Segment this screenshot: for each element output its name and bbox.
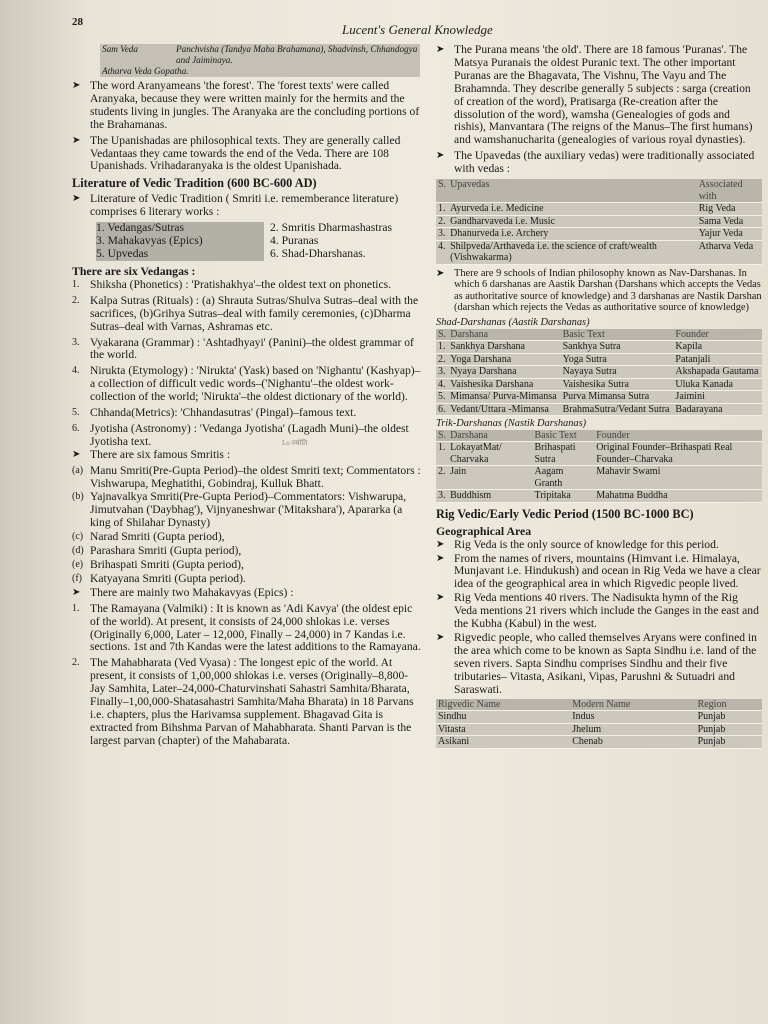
- table-cell: BrahmaSutra/Vedant Sutra: [561, 403, 674, 416]
- table-row: [436, 403, 762, 416]
- column-header: Founder: [673, 329, 762, 341]
- list-item: 2. Smritis Dharmashastras: [270, 221, 393, 235]
- table-cell: Badarayana: [673, 403, 762, 416]
- item-letter: (f): [72, 572, 82, 584]
- list-item: [436, 150, 762, 176]
- trik-darshana-table: [436, 430, 762, 503]
- geo-point: Rig Veda mentions 40 rivers. The Nadisukta hymn of the Rig Veda mentions 21 rivers which include the Ganges in the east and the Kubha (Kabul) in the west.: [454, 591, 759, 631]
- column-header: Rigvedic Name: [436, 699, 570, 711]
- column-header: Basic Text: [532, 430, 594, 442]
- arrow-bullet-icon: ➤: [436, 538, 445, 550]
- item-text: Manu Smriti(Pre-Gupta Period)–the oldest Smriti text; Commentators : Vishwarupa, Meghatithi, Gobindraj, Kulluk Bhatt.: [90, 463, 421, 490]
- table-cell: Shilpveda/Arthaveda i.e. the science of craft/wealth (Vishwakarma): [448, 240, 697, 264]
- column-header: S.: [438, 429, 447, 441]
- table-cell: Asikani: [436, 736, 570, 749]
- table-cell: Vaishesika Sutra: [561, 378, 674, 391]
- veda-name: Atharva Veda Gopatha.: [102, 66, 189, 76]
- item-letter: (c): [72, 531, 84, 543]
- table-cell: Sankhya Sutra: [561, 341, 674, 354]
- table-caption: Trik-Darshanas (Nastik Darshanas): [436, 418, 587, 430]
- table-row: [436, 442, 762, 466]
- list-item: [72, 193, 422, 219]
- table-cell: Jain: [448, 466, 532, 490]
- list-item: [72, 587, 422, 600]
- table-row: [436, 378, 762, 391]
- table-cell: 4.: [436, 378, 448, 391]
- table-header-row: [436, 699, 762, 711]
- item-number: 6.: [72, 422, 80, 434]
- shad-darshana-table: [436, 329, 762, 417]
- table-cell: 4.: [436, 240, 448, 264]
- literature-paragraph: Literature of Vedic Tradition ( Smriti i.e. rememberance literature) comprises 6 literary works :: [90, 192, 399, 219]
- brahmana-table: [100, 44, 420, 77]
- item-text: Chhanda(Metrics): 'Chhandasutras' (Pingal)–famous text.: [90, 406, 357, 420]
- table-cell: Kapila: [673, 341, 762, 354]
- table-cell: Atharva Veda: [697, 240, 762, 264]
- table-cell: Vitasta: [436, 723, 570, 736]
- table-cell: Sama Veda: [697, 215, 762, 228]
- table-cell: Punjab: [696, 736, 762, 749]
- arrow-bullet-icon: ➤: [72, 80, 81, 91]
- brahmana-names: Panchvisha (Tandya Maha Brahamana), Shadvinsh, Chhandogya and Jaiminaya.: [176, 44, 418, 65]
- table-cell: Chenab: [570, 736, 695, 749]
- section-heading: Rig Vedic/Early Vedic Period (1500 BC-1000 BC): [436, 506, 694, 521]
- list-item: [72, 545, 422, 558]
- geo-point: From the names of rivers, mountains (Himvant i.e. Himalaya, Munjavant i.e. Hindukush) and ocean in Rig Veda we have a clear idea of the geographical area in which Rigvedic people lived.: [454, 551, 761, 591]
- table-cell: Gandharvaveda i.e. Music: [448, 215, 697, 228]
- table-row: [436, 366, 762, 379]
- aranyaka-paragraph: The word Aranyameans 'the forest'. The 'forest texts' were called Aranyaka, because they were written mainly for the hermits and the students living in jungles. The Aranyaka are the concluding portions of the Brahamanas.: [90, 79, 420, 131]
- table-cell: Yoga Darshana: [448, 353, 560, 366]
- arrow-bullet-icon: ➤: [72, 193, 81, 205]
- list-item: 1. Vedangas/Sutras: [96, 222, 264, 235]
- smriti-heading: There are six famous Smritis :: [90, 447, 231, 461]
- list-item: [72, 491, 422, 530]
- arrow-bullet-icon: ➤: [436, 592, 445, 604]
- arrow-bullet-icon: ➤: [436, 631, 445, 643]
- list-item: [72, 407, 422, 420]
- table-cell: 2.: [436, 215, 448, 228]
- table-cell: Akshapada Gautama: [673, 366, 762, 379]
- list-item: [72, 337, 422, 363]
- table-row: [436, 466, 762, 490]
- table-cell: Aagam Granth: [532, 466, 594, 490]
- item-letter: (e): [72, 559, 84, 570]
- item-text: Parashara Smriti (Gupta period),: [90, 544, 242, 558]
- right-column: [436, 44, 762, 749]
- item-text: Vyakarana (Grammar) : 'Ashtadhyayi' (Panini)–the oldest grammar of the world.: [90, 335, 414, 362]
- table-cell: 2.: [436, 353, 448, 366]
- list-item: [72, 80, 422, 132]
- vedanga-list: [72, 279, 422, 449]
- subsection-heading: Geographical Area: [436, 523, 532, 538]
- item-text: Narad Smriti (Gupta period),: [90, 530, 225, 544]
- section-heading: Literature of Vedic Tradition (600 BC-600 AD): [72, 176, 317, 191]
- table-row: [100, 44, 420, 66]
- table-cell: Brihaspati Sutra: [532, 442, 594, 466]
- table-cell: 1.: [436, 341, 448, 354]
- arrow-bullet-icon: ➤: [72, 134, 81, 146]
- item-number: 1.: [72, 602, 80, 614]
- column-header: Basic Text: [561, 329, 674, 341]
- item-text: Nirukta (Etymology) : 'Nirukta' (Yask) based on 'Nighantu' (Kashyap)–a collection of difficult vedic words–('Nighantu'–the oldest work-collection of the world; 'Nirukta'–the oldest dictionary of the world).: [90, 364, 421, 404]
- item-letter: (b): [72, 491, 84, 503]
- geo-point: Rig Veda is the only source of knowledge for this period.: [454, 537, 719, 551]
- item-number: 3.: [72, 336, 80, 348]
- purana-paragraph: The Purana means 'the old'. There are 18 famous 'Puranas'. The Matsya Puranais the oldest Puranic text. The other important Puranas are the Bhagavata, The Vishnu, The Vayu and The Brahamnda. They describe generally 5 subjects : sarga (creation of creation of the word), Pratisarga (Re-creation after the dissolution of the word), wamsha (Genealogies of gods and rishis), Manvantara (The reigns of the Manus–The first humans) and wamshanucharita (genealogies of various royal dynasties).: [454, 43, 753, 147]
- geo-point: Rigvedic people, who called themselves Aryans were confined in the area which come to be known as Sapta Sindhu i.e. land of the seven rivers. Sapta Sindhu comprises Sindhu and their five tributaries– Vitasta, Asikani, Vipas, Parushni & Sutuadri and Saraswati.: [454, 630, 757, 696]
- list-item: [436, 268, 762, 314]
- list-item: [436, 553, 762, 592]
- river-table: [436, 699, 762, 749]
- arrow-bullet-icon: ➤: [436, 44, 445, 55]
- table-row: [436, 203, 762, 216]
- list-item: 6. Shad-Dharshanas.: [270, 246, 366, 260]
- table-row: [100, 66, 420, 77]
- list-item: 4. Puranas: [270, 234, 319, 248]
- table-cell: Indus: [570, 711, 695, 724]
- table-row: [436, 215, 762, 228]
- table-cell: Punjab: [696, 711, 762, 724]
- list-item: [72, 603, 422, 655]
- page-number: 28: [72, 16, 83, 28]
- left-column: [72, 44, 422, 751]
- table-cell: 2.: [436, 466, 448, 490]
- list-item: [436, 44, 762, 147]
- upanishad-paragraph: The Upanishadas are philosophical texts. They are generally called Vedantaas they came towards the end of the Veda. There are 108 Upanishads. Vrihadaranyaka is the oldest Upanishada.: [90, 133, 401, 173]
- table-row: [436, 353, 762, 366]
- table-cell: Vaishesika Darshana: [448, 378, 560, 391]
- table-cell: Sankhya Darshana: [448, 341, 560, 354]
- list-item: 5. Upvedas: [96, 248, 264, 261]
- list-item: [72, 135, 422, 174]
- list-item: [72, 559, 422, 572]
- table-cell: Ayurveda i.e. Medicine: [448, 203, 697, 216]
- column-header: Darshana: [448, 329, 560, 341]
- column-header: Founder: [594, 430, 762, 442]
- table-row: [436, 391, 762, 404]
- literary-works-list: [96, 222, 422, 261]
- item-text: The Mahabharata (Ved Vyasa) : The longest epic of the world. At present, it consists of 1,00,000 shlokas i.e. verses (Originally–8,800-Jay Samhita, Later–24,000-Chaturvinshati Sahastri Samhita/Bharata, Finally–1,00,000-Shatasahastri Samhita/Maha Bharata) in 18 Parvans i.e. chapters, plus the Harivamsa supplement. Bhagavad Gita is extracted from Bihshma Parvan of Mahabharata. Shanti Parvan is the largest parvan (chapter) of the Mahabarata.: [90, 656, 414, 747]
- arrow-bullet-icon: ➤: [72, 586, 81, 598]
- column-header: Associated with: [697, 179, 762, 203]
- table-cell: 1.: [436, 442, 448, 466]
- table-row: [436, 228, 762, 241]
- table-caption: Shad-Darshanas (Aastik Darshanas): [436, 316, 590, 328]
- table-cell: LokayatMat/ Charvaka: [448, 442, 532, 466]
- table-cell: Vedant/Uttara -Mimansa: [448, 403, 560, 416]
- table-cell: Mimansa/ Purva-Mimansa: [448, 391, 560, 404]
- column-header: S.: [436, 179, 448, 203]
- column-header: Region: [696, 699, 762, 711]
- table-cell: Patanjali: [673, 353, 762, 366]
- table-cell: Uluka Kanada: [673, 378, 762, 391]
- item-number: 4.: [72, 365, 80, 377]
- column-header: Modern Name: [570, 699, 695, 711]
- table-cell: Original Founder–Brihaspati Real Founder–Charvaka: [594, 442, 762, 466]
- item-number: 5.: [72, 407, 80, 419]
- table-cell: Nayaya Sutra: [561, 366, 674, 379]
- list-item: [72, 423, 422, 449]
- table-cell: 3.: [436, 366, 448, 379]
- item-letter: (a): [72, 464, 84, 476]
- list-item: 3. Mahakavyas (Epics): [96, 235, 264, 248]
- item-text: The Ramayana (Valmiki) : It is known as 'Adi Kavya' (the oldest epic of the world). At present, it consists of 24,000 shlokas i.e. verses (Originally 6,000, Later – 12,000, Finally – 24,000) in 7 Kandas i.e. sections. 1st and 7th Kandas were the latest additions to the Ramayana.: [90, 601, 421, 654]
- table-header-row: [436, 329, 762, 341]
- arrow-bullet-icon: ➤: [436, 267, 445, 279]
- upaveda-paragraph: The Upavedas (the auxiliary vedas) were traditionally associated with vedas :: [454, 149, 755, 176]
- table-cell: Rig Veda: [697, 203, 762, 216]
- item-text: Jyotisha (Astronomy) : 'Vedanga Jyotisha' (Lagadh Muni)–the oldest Jyotisha text.: [90, 421, 409, 448]
- item-letter: (d): [72, 545, 84, 557]
- list-item: [436, 632, 762, 697]
- list-item: [72, 449, 422, 462]
- table-cell: Nyaya Darshana: [448, 366, 560, 379]
- schools-paragraph: There are 9 schools of Indian philosophy known as Nav-Darshanas. In which 6 darshanas are Aastik Darshan (Darshans which accepts the Vedas as authoritative source of knowledge) and 3 darshanas are Nastik Darshan (darshan which rejects the Vedas as authoritative source of knowledge): [454, 267, 762, 314]
- list-item: [72, 465, 422, 491]
- arrow-bullet-icon: ➤: [436, 150, 445, 162]
- table-cell: Dhanurveda i.e. Archery: [448, 228, 697, 241]
- handwritten-note: Lo ज्योति: [282, 438, 308, 447]
- epic-list: [72, 603, 422, 748]
- list-item: [72, 531, 422, 544]
- table-header-row: [436, 430, 762, 442]
- table-row: [436, 736, 762, 749]
- arrow-bullet-icon: ➤: [72, 448, 81, 460]
- item-text: Katyayana Smriti (Gupta period).: [90, 571, 246, 585]
- item-number: 1.: [72, 278, 80, 290]
- table-cell: Buddhism: [448, 490, 532, 503]
- table-cell: 3.: [436, 490, 448, 503]
- table-row: [436, 240, 762, 264]
- table-cell: 6.: [436, 403, 448, 416]
- item-text: Shiksha (Phonetics) : 'Pratishakhya'–the oldest text on phonetics.: [90, 277, 392, 291]
- table-cell: Punjab: [696, 723, 762, 736]
- item-text: Yajnavalkya Smriti(Pre-Gupta Period)–Commentators: Vishwarupa, Jimutvahan ('Daybhag'), Vijnyaneshwar ('Mitakshara'), Apararka (a king of Shilahar Dynasty): [90, 490, 407, 530]
- table-row: [436, 341, 762, 354]
- column-header: S.: [436, 329, 448, 341]
- list-item: [436, 539, 762, 552]
- table-cell: Jaimini: [673, 391, 762, 404]
- table-cell: Yoga Sutra: [561, 353, 674, 366]
- table-cell: Mahavir Swami: [594, 466, 762, 490]
- list-item: [72, 295, 422, 334]
- table-cell: Yajur Veda: [697, 228, 762, 241]
- smriti-list: [72, 465, 422, 586]
- item-text: Kalpa Sutras (Rituals) : (a) Shrauta Sutras/Shulva Sutras–deal with the sacrifices, (b)Grihya Sutras–deal with family ceremonies, (c)Dharma Sutras–deal with Varnas, Ashramas etc.: [90, 293, 419, 333]
- table-header-row: [436, 179, 762, 203]
- column-header: Darshana: [448, 430, 532, 442]
- table-cell: 1.: [436, 203, 448, 216]
- table-cell: Jhelum: [570, 723, 695, 736]
- table-cell: 3.: [436, 228, 448, 241]
- item-number: 2.: [72, 294, 80, 306]
- list-item: [436, 592, 762, 631]
- arrow-bullet-icon: ➤: [436, 552, 445, 564]
- table-cell: Purva Mimansa Sutra: [561, 391, 674, 404]
- subsection-heading: There are six Vedangas :: [72, 263, 196, 278]
- table-cell: Mahatma Buddha: [594, 490, 762, 503]
- table-row: [436, 490, 762, 503]
- list-item: [72, 279, 422, 292]
- table-row: [436, 711, 762, 724]
- running-head: Lucent's General Knowledge: [342, 22, 493, 37]
- table-cell: Tripitaka: [532, 490, 594, 503]
- mahakavya-paragraph: There are mainly two Mahakavyas (Epics) :: [90, 585, 294, 599]
- item-text: Brihaspati Smriti (Gupta period),: [90, 558, 244, 571]
- list-item: [72, 573, 422, 586]
- upaveda-table: [436, 179, 762, 265]
- item-number: 2.: [72, 657, 80, 669]
- table-cell: 5.: [436, 391, 448, 404]
- table-cell: Sindhu: [436, 711, 570, 724]
- table-row: [436, 723, 762, 736]
- list-item: [72, 365, 422, 404]
- veda-name: Sam Veda: [102, 44, 138, 54]
- list-item: [72, 657, 422, 747]
- column-header: Upavedas: [448, 179, 697, 203]
